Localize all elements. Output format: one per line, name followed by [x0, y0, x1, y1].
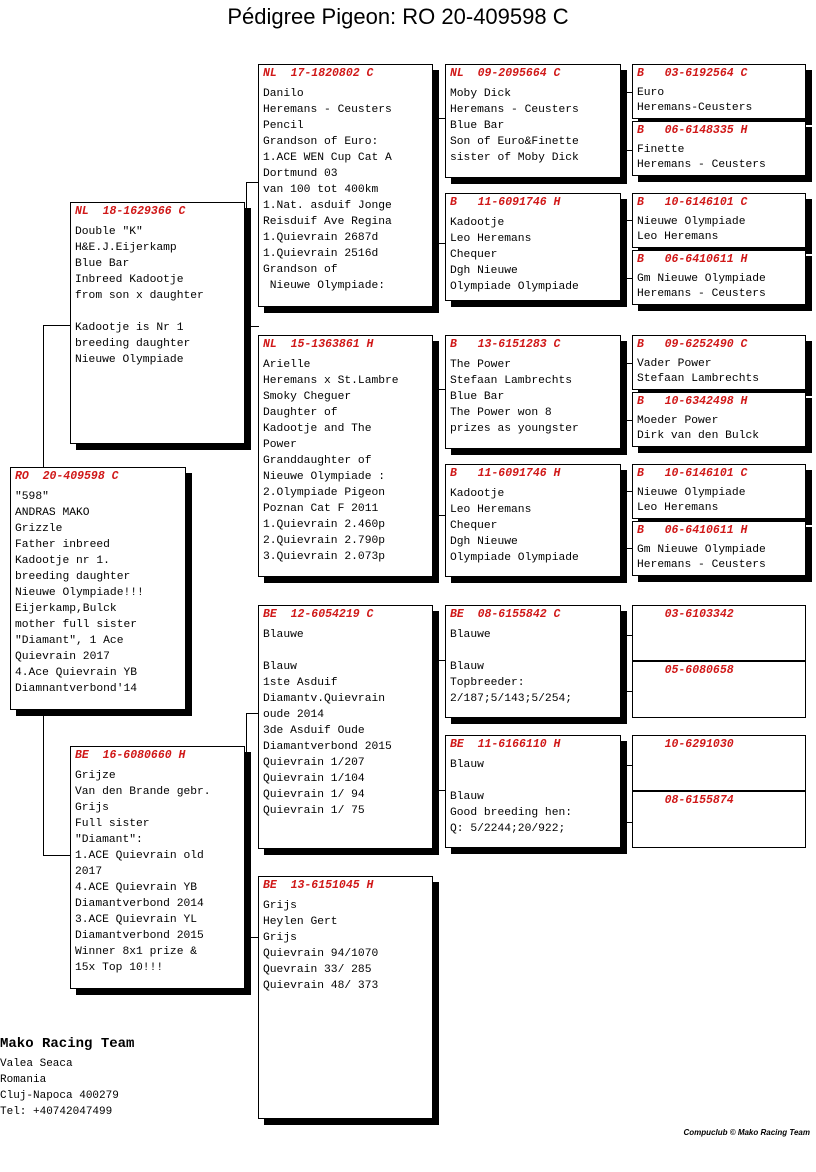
copyright-notice: Compuclub © Mako Racing Team: [683, 1128, 810, 1137]
ancestor-card[interactable]: [632, 250, 806, 305]
ring-number: B 11-6091746 H: [450, 467, 561, 480]
ancestor-card[interactable]: [632, 121, 806, 176]
sire-details: Double "K" H&E.J.Eijerkamp Blue Bar Inbreed Kadootje from son x daughter Kadootje is Nr 1 breeding daughter Nieuwe Olympiade: [75, 226, 204, 366]
grandsire-dam-card[interactable]: [258, 605, 433, 849]
card-details: Finette Heremans - Ceusters: [637, 144, 766, 171]
ancestor-card[interactable]: [632, 735, 806, 791]
ring-number: B 10-6342498 H: [637, 395, 748, 408]
ancestor-card[interactable]: [632, 661, 806, 718]
ring-number: B 13-6151283 C: [450, 338, 561, 351]
card-details: The Power Stefaan Lambrechts Blue Bar The Power won 8 prizes as youngster: [450, 359, 579, 435]
card-details: Blauwe Blauw Topbreeder: 2/187;5/143;5/254;: [450, 629, 573, 705]
ancestor-card[interactable]: [632, 335, 806, 390]
ancestor-card[interactable]: [632, 193, 806, 248]
card-details: Kadootje Leo Heremans Chequer Dgh Nieuwe Olympiade Olympiade: [450, 217, 579, 293]
ring-number: NL 17-1820802 C: [263, 67, 374, 80]
ring-number: B 09-6252490 C: [637, 338, 748, 351]
card-details: Blauwe Blauw 1ste Asduif Diamantv.Quievrain oude 2014 3de Asduif Oude Diamantverbond 2015 Quievrain 1/207 Quievrain 1/104 Quievrain 1/ 94 Quievrain 1/ 75: [263, 629, 392, 817]
card-details: Kadootje Leo Heremans Chequer Dgh Nieuwe Olympiade Olympiade: [450, 488, 579, 564]
card-details: Nieuwe Olympiade Leo Heremans: [637, 487, 746, 514]
ancestor-card[interactable]: [632, 521, 806, 576]
owner-address: Valea Seaca Romania Cluj-Napoca 400279 Tel: +40742047499: [0, 1058, 119, 1118]
subject-details: "598" ANDRAS MAKO Grizzle Father inbreed Kadootje nr 1. breeding daughter Nieuwe Olympiade!!! Eijerkamp,Bulck mother full sister "Diamant", 1 Ace Quievrain 2017 4.Ace Quievrain YB Diamnantverbond'14: [15, 491, 144, 695]
card-details: Blauw Blauw Good breeding hen: Q: 5/2244;20/922;: [450, 759, 573, 835]
ring-number: B 10-6146101 C: [637, 467, 748, 480]
ring-number: BE 08-6155842 C: [450, 608, 561, 621]
ring-number: NL 18-1629366 C: [75, 205, 186, 218]
granddam-dam-card[interactable]: [258, 876, 433, 1119]
card-details: Gm Nieuwe Olympiade Heremans - Ceusters: [637, 273, 766, 300]
ancestor-card[interactable]: [632, 791, 806, 848]
ring-number: 08-6155874: [637, 794, 734, 807]
card-details: Vader Power Stefaan Lambrechts: [637, 358, 760, 385]
card-details: Grijs Heylen Gert Grijs Quievrain 94/1070 Quevrain 33/ 285 Quievrain 48/ 373: [263, 900, 379, 992]
ring-number: 05-6080658: [637, 664, 734, 677]
ancestor-card[interactable]: [632, 392, 806, 447]
ancestor-card[interactable]: [632, 64, 806, 119]
ring-number: 03-6103342: [637, 608, 734, 621]
ancestor-card[interactable]: [445, 193, 621, 301]
card-details: Moeder Power Dirk van den Bulck: [637, 415, 760, 442]
dam-details: Grijze Van den Brande gebr. Grijs Full sister "Diamant": 1.ACE Quievrain old 2017 4.ACE Quievrain YB Diamantverbond 2014 3.ACE Quievrain YL Diamantverbond 2015 Winner 8x1 prize & 15x Top 10!!!: [75, 770, 211, 974]
subject-card[interactable]: [10, 467, 186, 710]
ancestor-card[interactable]: [632, 605, 806, 661]
page-title: Pédigree Pigeon: RO 20-409598 C: [227, 4, 569, 29]
card-details: Moby Dick Heremans - Ceusters Blue Bar Son of Euro&Finette sister of Moby Dick: [450, 88, 579, 164]
card-details: Arielle Heremans x St.Lambre Smoky Cheguer Daughter of Kadootje and The Power Granddaughter of Nieuwe Olympiade : 2.Olympiade Pigeon Poznan Cat F 2011 1.Quievrain 2.460p 2.Quievrain 2.790p 3.Quievrain 2.073p: [263, 359, 399, 563]
owner-info: [0, 1036, 134, 1120]
ring-number: B 11-6091746 H: [450, 196, 561, 209]
ring-number: BE 11-6166110 H: [450, 738, 561, 751]
sire-card[interactable]: [70, 202, 245, 444]
ancestor-card[interactable]: [445, 735, 621, 848]
ring-number: BE 12-6054219 C: [263, 608, 374, 621]
ancestor-card[interactable]: [445, 464, 621, 577]
card-details: Danilo Heremans - Ceusters Pencil Grandson of Euro: 1.ACE WEN Cup Cat A Dortmund 03 van 100 tot 400km 1.Nat. asduif Jonge Reisduif Ave Regina 1.Quievrain 2687d 1.Quievrain 2516d Grandson of Nieuwe Olympiade:: [263, 88, 392, 292]
ancestor-card[interactable]: [632, 464, 806, 519]
ring-number: B 06-6410611 H: [637, 253, 748, 266]
ring-number: 10-6291030: [637, 738, 734, 751]
ring-number: B 06-6410611 H: [637, 524, 748, 537]
ring-number: B 10-6146101 C: [637, 196, 748, 209]
ring-number: BE 16-6080660 H: [75, 749, 186, 762]
ancestor-card[interactable]: [445, 335, 621, 449]
granddam-sire-card[interactable]: [258, 335, 433, 577]
card-details: Nieuwe Olympiade Leo Heremans: [637, 216, 746, 243]
dam-card[interactable]: [70, 746, 245, 989]
ring-number: NL 09-2095664 C: [450, 67, 561, 80]
card-details: Gm Nieuwe Olympiade Heremans - Ceusters: [637, 544, 766, 571]
card-details: Euro Heremans-Ceusters: [637, 87, 753, 114]
ancestor-card[interactable]: [445, 605, 621, 718]
ring-number: RO 20-409598 C: [15, 470, 119, 483]
ring-number: B 03-6192564 C: [637, 67, 748, 80]
ring-number: B 06-6148335 H: [637, 124, 748, 137]
ancestor-card[interactable]: [445, 64, 621, 178]
ring-number: BE 13-6151045 H: [263, 879, 374, 892]
owner-name: Mako Racing Team: [0, 1036, 135, 1052]
grandsire-sire-card[interactable]: [258, 64, 433, 307]
ring-number: NL 15-1363861 H: [263, 338, 374, 351]
